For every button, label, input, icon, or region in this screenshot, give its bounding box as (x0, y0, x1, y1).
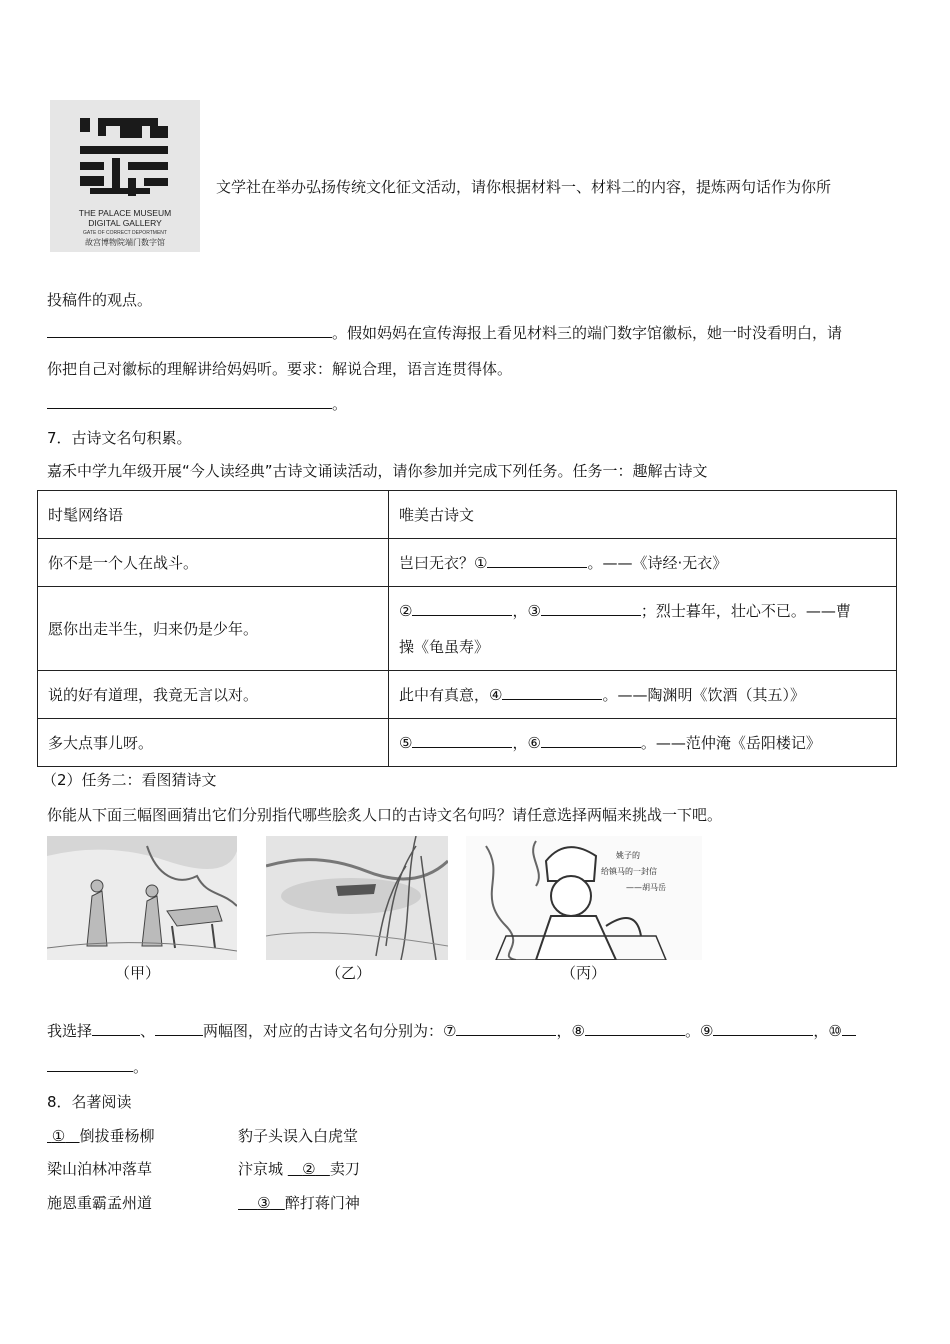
chapter-blank-1[interactable]: ① (51, 1127, 66, 1145)
answer-blank[interactable] (713, 1021, 813, 1036)
question-line-1: 。假如妈妈在宣传海报上看见材料三的端门数字馆徽标，她一时没看明白，请 (47, 323, 907, 343)
question-line-2: 你把自己对徽标的理解讲给妈妈听。要求：解说合理，语言连贯得体。 (47, 360, 513, 378)
caption-jia: （甲） (115, 964, 161, 982)
header-net-phrase: 时髦网络语 (38, 491, 389, 539)
classic-poem-cell: 岂曰无衣？① 。——《诗经·无衣》 (389, 539, 897, 587)
chapter-item: 汴京城 ② 卖刀 (238, 1160, 360, 1178)
net-phrase: 你不是一个人在战斗。 (38, 539, 389, 587)
task2-answer-line: 我选择 、 两幅图，对应的古诗文名句分别为：⑦ ，⑧ 。⑨ ，⑩ (47, 1021, 907, 1041)
svg-text:故宫博物院端门数字馆: 故宫博物院端门数字馆 (85, 238, 165, 247)
answer-blank[interactable] (47, 323, 332, 338)
task2-answer-line-2: 。 (47, 1057, 907, 1077)
question-line-3: 。 (47, 394, 907, 414)
net-phrase: 多大点事儿呀。 (38, 719, 389, 767)
logo-emblem (50, 100, 200, 252)
table-row (38, 719, 897, 767)
q7-intro: 嘉禾中学九年级开展“今人读经典”古诗文诵读活动，请你参加并完成下列任务。任务一：趣解古诗文 (47, 462, 708, 480)
answer-blank[interactable] (155, 1021, 203, 1036)
answer-blank[interactable] (541, 601, 641, 616)
q7-title: 7．古诗文名句积累。 (47, 429, 192, 447)
svg-text:姚子的: 姚子的 (616, 851, 640, 860)
svg-text:DIGITAL GALLERY: DIGITAL GALLERY (88, 218, 162, 228)
task2-intro: 你能从下面三幅图画猜出它们分别指代哪些脍炙人口的古诗文名句吗？请任意选择两幅来挑战一下吧。 (47, 806, 723, 824)
answer-blank[interactable] (47, 1057, 133, 1072)
answer-blank[interactable] (502, 685, 602, 700)
q8-title: 8．名著阅读 (47, 1093, 132, 1111)
picture-jia (47, 836, 237, 960)
net-phrase: 愿你出走半生，归来仍是少年。 (38, 587, 389, 671)
answer-blank[interactable] (47, 394, 332, 409)
answer-blank[interactable] (412, 733, 512, 748)
intro-continuation: 投稿件的观点。 (47, 291, 153, 309)
svg-text:——胡马岳: ——胡马岳 (626, 883, 666, 892)
table-row (38, 539, 897, 587)
answer-blank[interactable] (541, 733, 641, 748)
poem-table (37, 490, 897, 767)
table-row (38, 587, 897, 671)
answer-blank[interactable] (92, 1021, 140, 1036)
chapter-item: ① 倒拔垂杨柳 (47, 1125, 155, 1146)
answer-blank[interactable] (585, 1021, 685, 1036)
svg-text:给镇马的一封信: 给镇马的一封信 (601, 867, 657, 876)
picture-bing (466, 836, 702, 960)
chapter-item: 施恩重霸孟州道 (47, 1194, 153, 1212)
chapter-item: 豹子头误入白虎堂 (238, 1127, 359, 1145)
classic-poem-cell: 此中有真意，④ 。——陶渊明《饮酒（其五）》 (389, 671, 897, 719)
chapter-blank-2[interactable]: ② (302, 1160, 316, 1178)
answer-blank[interactable] (487, 553, 587, 568)
caption-yi: （乙） (326, 964, 372, 982)
answer-blank[interactable] (412, 601, 512, 616)
table-header-row (38, 491, 897, 539)
task2-title: （2）任务二：看图猜诗文 (42, 771, 217, 789)
answer-blank[interactable] (456, 1021, 556, 1036)
svg-text:THE PALACE MUSEUM: THE PALACE MUSEUM (78, 208, 172, 218)
classic-poem-cell: ② ，③ ；烈士暮年，壮心不已。——曹 操《龟虽寿》 (389, 587, 897, 671)
chapter-item: ③ 醉打蒋门神 (238, 1192, 360, 1213)
digital-gallery-logo (50, 100, 200, 252)
net-phrase: 说的好有道理，我竟无言以对。 (38, 671, 389, 719)
chapter-item: 梁山泊林冲落草 (47, 1160, 153, 1178)
caption-bing: （丙） (561, 964, 607, 982)
classic-poem-cell: ⑤ ，⑥ 。——范仲淹《岳阳楼记》 (389, 719, 897, 767)
picture-yi (266, 836, 448, 960)
chapter-blank-3[interactable]: ③ (257, 1194, 271, 1212)
table-row (38, 671, 897, 719)
header-classic-poem: 唯美古诗文 (389, 491, 897, 539)
intro-text: 文学社在举办弘扬传统文化征文活动，请你根据材料一、材料二的内容，提炼两句话作为你所 (216, 178, 832, 196)
svg-text:GATE OF CORRECT DEPORTMENT: GATE OF CORRECT DEPORTMENT (83, 230, 167, 236)
answer-blank[interactable] (842, 1021, 856, 1036)
